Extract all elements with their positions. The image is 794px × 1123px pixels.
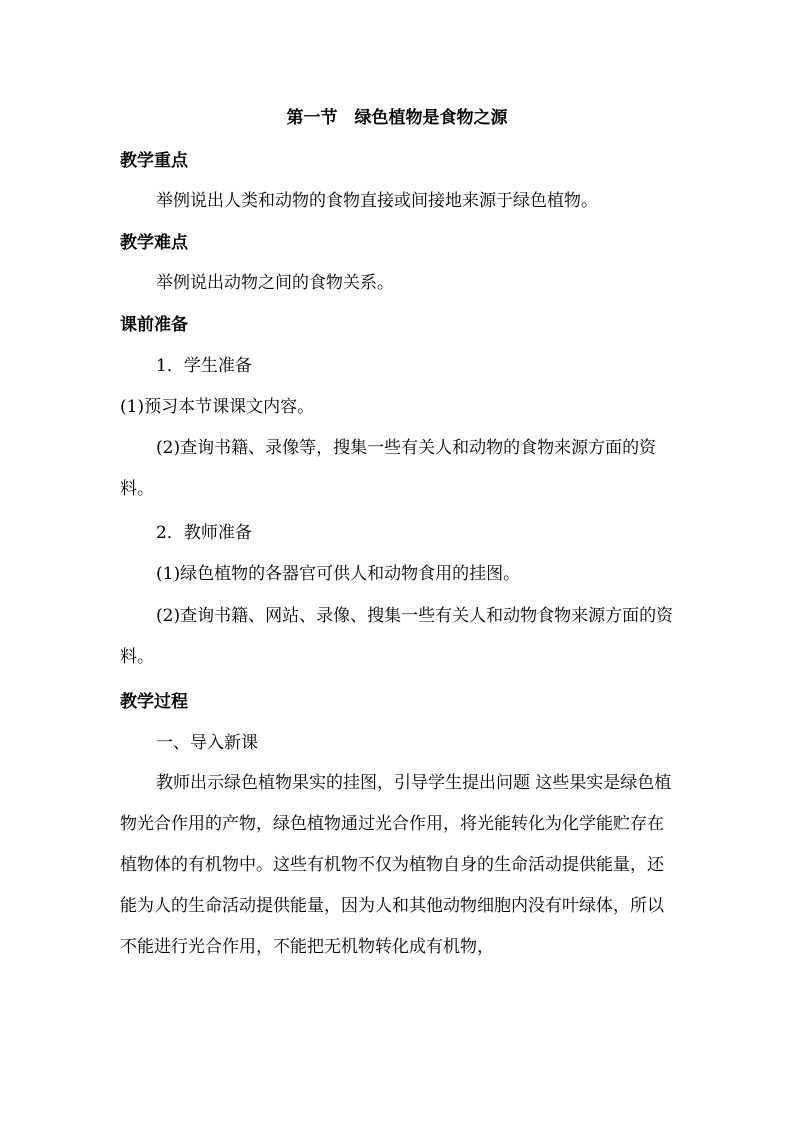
key-points-text: 举例说出人类和动物的食物直接或间接地来源于绿色植物。 bbox=[156, 191, 598, 211]
student-prep-item-1: (1)预习本节课课文内容。 bbox=[120, 397, 315, 417]
teacher-prep-label: 2．教师准备 bbox=[156, 523, 252, 543]
process-body: 教师出示绿色植物果实的挂图，引导学生提出问题 这些果实是绿色植物光合作用的产物，绿色植物通过光合作用，将光能转化为化学能贮存在植物体的有机物中。这些有机物不仅为植物自身的生命活动提供能量，还能为人的生命活动提供能量，因为人和其他动物细胞内没有叶绿体，所以不能进行光合作用，不能把无机物转化成有机物， bbox=[120, 773, 672, 957]
teacher-prep-item-1: (1)绿色植物的各器官可供人和动物食用的挂图。 bbox=[156, 564, 521, 584]
student-prep-label: 1．学生准备 bbox=[156, 356, 252, 376]
process-subheading-intro: 一、导入新课 bbox=[156, 733, 258, 753]
heading-process: 教学过程 bbox=[120, 692, 188, 712]
page-title: 第一节 绿色植物是食物之源 bbox=[286, 108, 508, 128]
student-prep-item-2: (2)查询书籍、录像等，搜集一些有关人和动物的食物来源方面的资料。 bbox=[120, 438, 657, 499]
teacher-prep-item-2: (2)查询书籍、网站、录像、搜集一些有关人和动物食物来源方面的资料。 bbox=[120, 606, 674, 667]
difficulties-text: 举例说出动物之间的食物关系。 bbox=[156, 273, 394, 293]
heading-difficulties: 教学难点 bbox=[120, 233, 188, 253]
heading-preparation: 课前准备 bbox=[120, 315, 188, 335]
heading-key-points: 教学重点 bbox=[120, 151, 188, 171]
